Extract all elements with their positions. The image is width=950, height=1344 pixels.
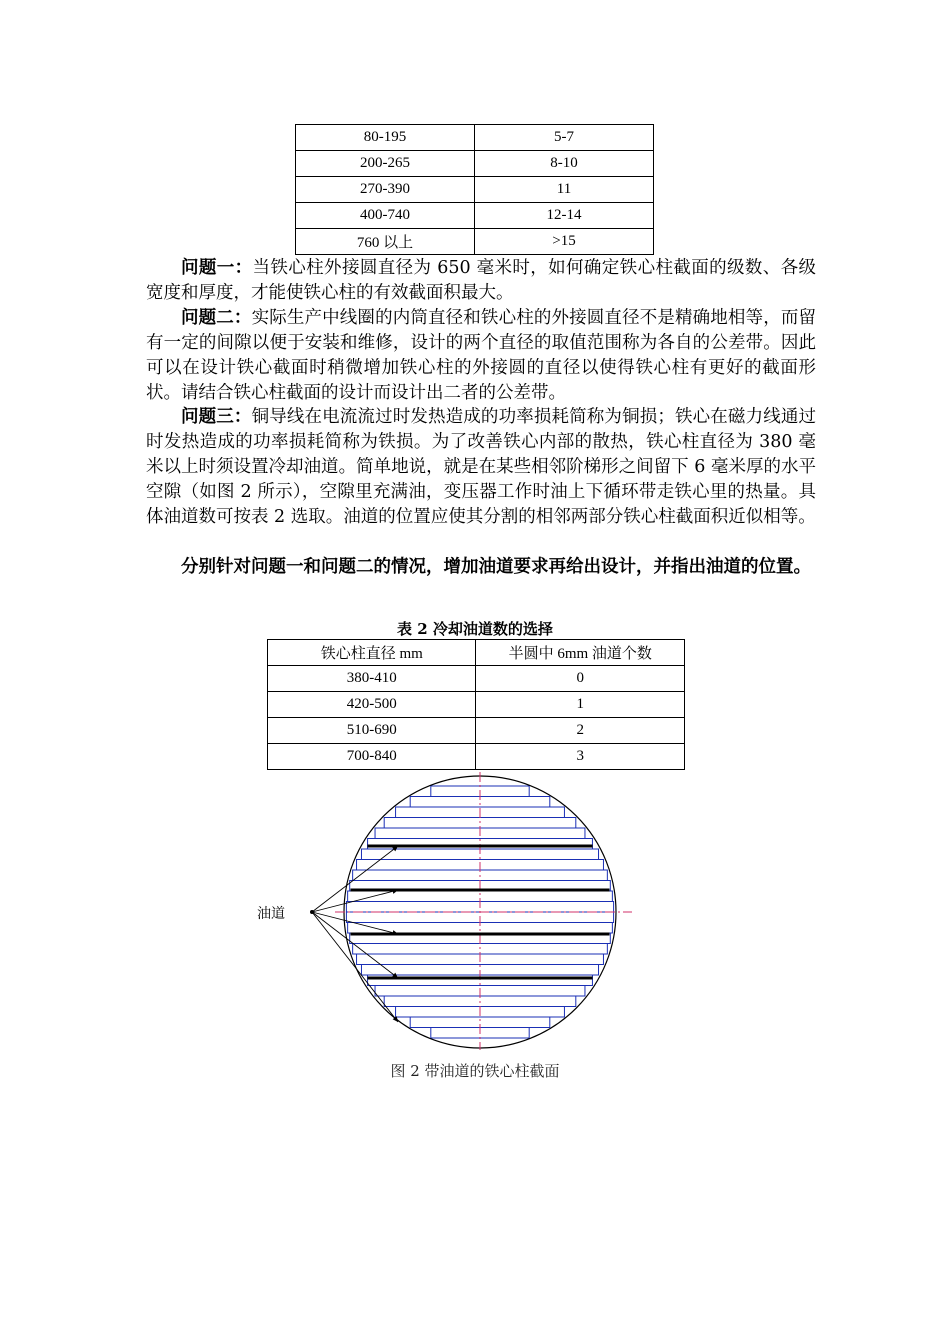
leader-line	[312, 912, 398, 1022]
oil-duct-label: 油道	[257, 907, 285, 922]
question-3	[146, 405, 816, 530]
leader-origin	[310, 910, 314, 914]
table-cell: 380-410	[268, 666, 476, 692]
table-row	[296, 125, 654, 151]
question-2	[146, 306, 816, 406]
table-cell: 80-195	[296, 125, 475, 151]
question-1-text: 当铁心柱外接圆直径为 650 毫米时，如何确定铁心柱截面的级数、各级宽度和厚度，才能使铁心柱的有效截面积最大。	[146, 258, 816, 303]
table-cell: 5-7	[475, 125, 654, 151]
table-2	[267, 639, 685, 770]
leader-line	[312, 912, 398, 978]
table-cell: 700-840	[268, 744, 476, 770]
table-cell: 400-740	[296, 203, 475, 229]
table-1	[295, 124, 654, 255]
leader-line	[312, 846, 398, 912]
table-cell: 510-690	[268, 718, 476, 744]
table-row	[296, 177, 654, 203]
core-cross-section-figure	[240, 768, 660, 1053]
question-2-label: 问题二：	[181, 308, 252, 328]
column-header: 铁心柱直径 mm	[268, 640, 476, 666]
table-cell: 3	[476, 744, 685, 770]
table-2-caption: 表 2 冷却油道数的选择	[397, 620, 553, 638]
table-row	[268, 744, 685, 770]
table-cell: 8-10	[475, 151, 654, 177]
table-row	[268, 718, 685, 744]
table-header-row	[268, 640, 685, 666]
table-cell: 200-265	[296, 151, 475, 177]
table-row	[268, 666, 685, 692]
table-row	[296, 151, 654, 177]
question-3-text: 铜导线在电流流过时发热造成的功率损耗简称为铜损；铁心在磁力线通过时发热造成的功率损耗简称为铁损。为了改善铁心内部的散热，铁心柱直径为 380 毫米以上时须设置冷却油道。简单地说，就是在某些相邻阶梯形之间留下 6 毫米厚的水平空隙（如图 2 所示），空隙里充满油，变压器工作时油上下循环带走铁心里的热量。具体油道数可按表 2 选取。油道的位置应使其分割的相邻两部分铁心柱截面积近似相等。	[146, 407, 817, 527]
task-statement: 分别针对问题一和问题二的情况，增加油道要求再给出设计，并指出油道的位置。	[181, 557, 811, 577]
table-cell: >15	[475, 229, 654, 255]
table-cell: 1	[476, 692, 685, 718]
question-2-text: 实际生产中线圈的内筒直径和铁心柱的外接圆直径不是精确地相等，而留有一定的间隙以便于安装和维修，设计的两个直径的取值范围称为各自的公差带。因此可以在设计铁心截面时稍微增加铁心柱的外接圆的直径以使得铁心柱有更好的截面形状。请结合铁心柱截面的设计而设计出二者的公差带。	[146, 308, 817, 403]
table-cell: 760 以上	[296, 229, 475, 255]
table-cell: 0	[476, 666, 685, 692]
table-cell: 2	[476, 718, 685, 744]
question-1	[146, 256, 816, 306]
column-header: 半圆中 6mm 油道个数	[476, 640, 685, 666]
figure-caption: 图 2 带油道的铁心柱截面	[390, 1062, 560, 1080]
question-3-label: 问题三：	[181, 407, 252, 427]
table-row	[268, 692, 685, 718]
table-cell: 420-500	[268, 692, 476, 718]
table-cell: 11	[475, 177, 654, 203]
table-row	[296, 203, 654, 229]
table-row	[296, 229, 654, 255]
table-cell: 270-390	[296, 177, 475, 203]
question-1-label: 问题一：	[181, 258, 253, 278]
table-cell: 12-14	[475, 203, 654, 229]
